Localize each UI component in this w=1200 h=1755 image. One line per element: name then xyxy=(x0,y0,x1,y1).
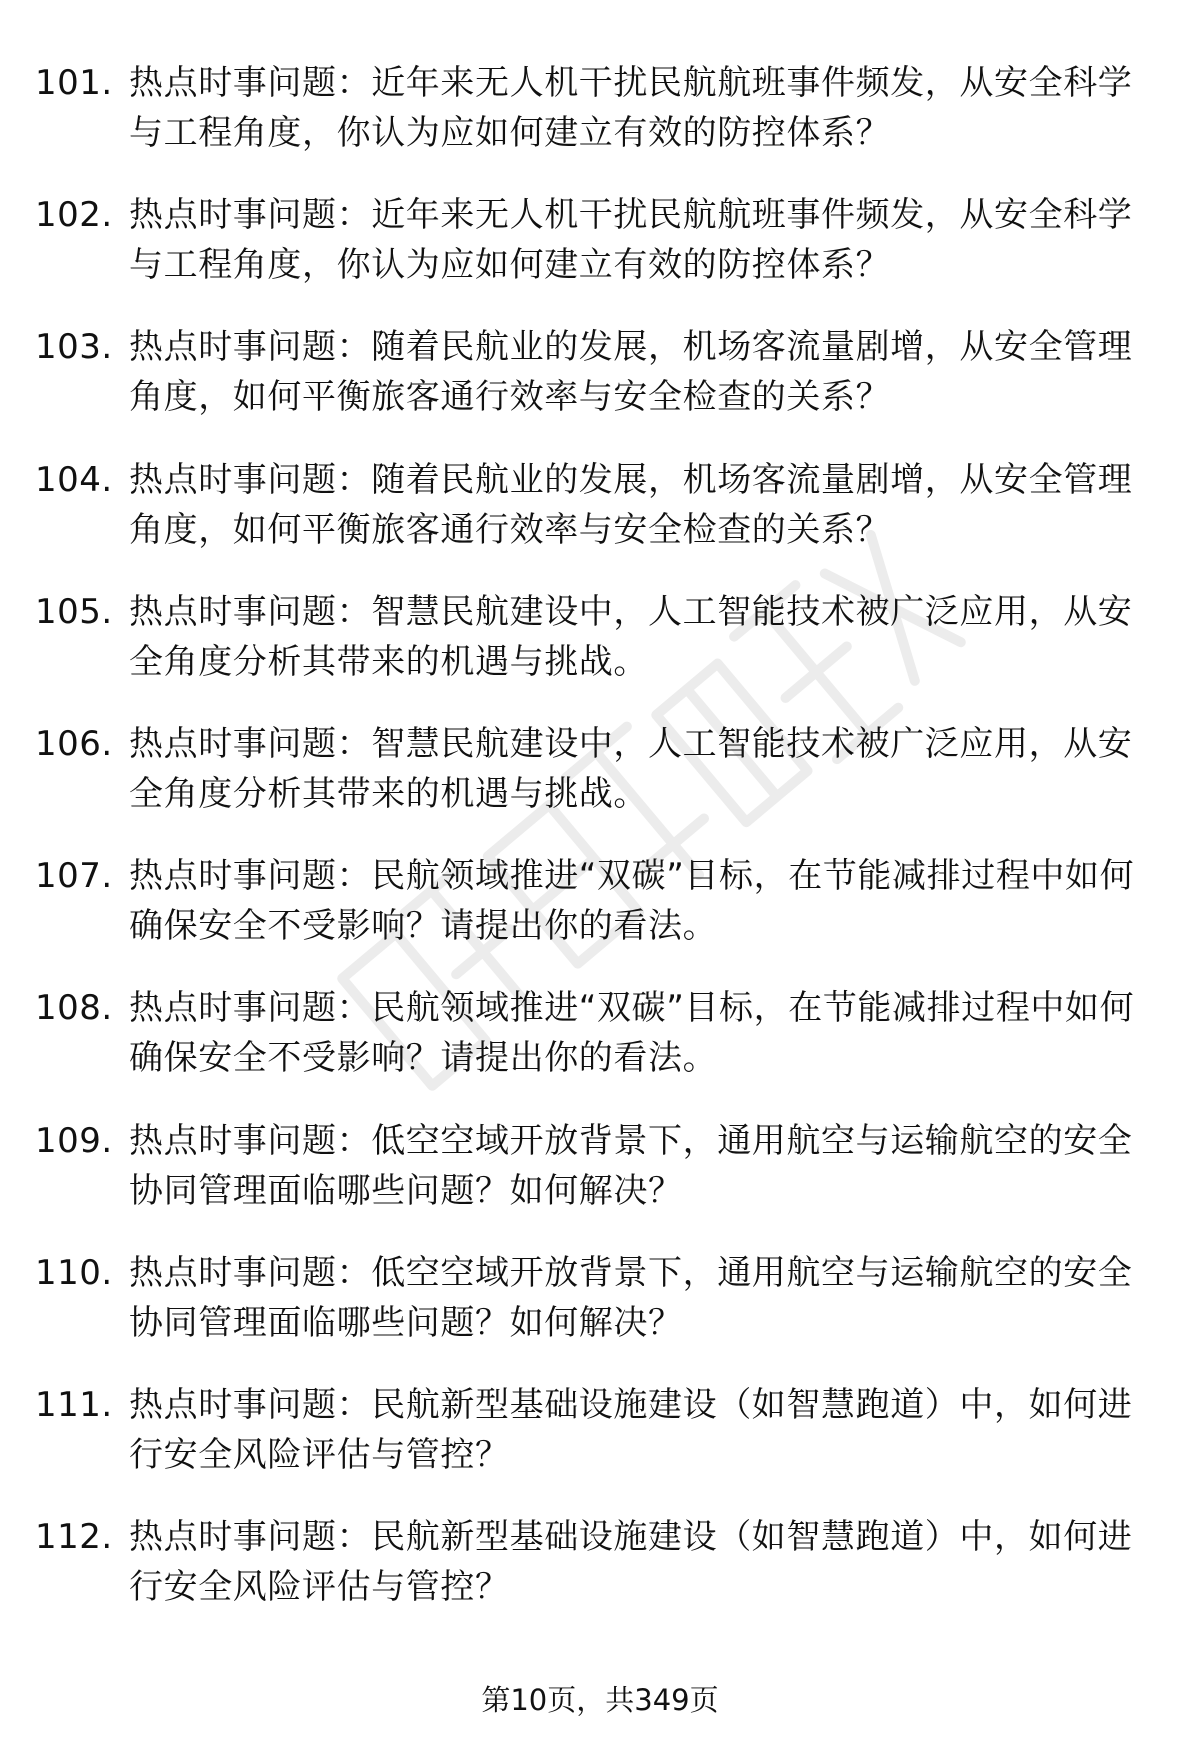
question-item xyxy=(0,455,1200,587)
question-item xyxy=(0,719,1200,851)
question-number: 111. xyxy=(35,1384,113,1425)
question-item xyxy=(0,1380,1200,1512)
question-number: 108. xyxy=(35,988,113,1029)
question-text: 热点时事问题：低空空域开放背景下，通用航空与运输航空的安全协同管理面临哪些问题？如何解决？ xyxy=(129,1252,1133,1343)
question-text: 热点时事问题：近年来无人机干扰民航航班事件频发，从安全科学与工程角度，你认为应如何建立有效的防控体系？ xyxy=(129,195,1133,286)
question-text: 热点时事问题：民航领域推进“双碳”目标，在节能减排过程中如何确保安全不受影响？请提出你的看法。 xyxy=(129,988,1135,1079)
question-text: 热点时事问题：近年来无人机干扰民航航班事件频发，从安全科学与工程角度，你认为应如何建立有效的防控体系？ xyxy=(129,63,1133,153)
question-text: 热点时事问题：随着民航业的发展，机场客流量剧增，从安全管理角度，如何平衡旅客通行效率与安全检查的关系？ xyxy=(129,327,1133,418)
question-item xyxy=(0,983,1200,1115)
question-text: 热点时事问题：低空空域开放背景下，通用航空与运输航空的安全协同管理面临哪些问题？如何解决？ xyxy=(129,1120,1133,1211)
question-item xyxy=(0,1512,1200,1644)
question-text: 热点时事问题：随着民航业的发展，机场客流量剧增，从安全管理角度，如何平衡旅客通行效率与安全检查的关系？ xyxy=(129,459,1133,550)
question-number: 102. xyxy=(35,195,113,236)
page-number-footer: 第10页，共349页 xyxy=(481,1683,719,1717)
question-number: 106. xyxy=(35,723,113,764)
question-item xyxy=(0,587,1200,719)
question-number: 109. xyxy=(35,1120,113,1161)
question-item xyxy=(0,58,1200,190)
question-number: 103. xyxy=(35,327,113,368)
question-text: 热点时事问题：民航新型基础设施建设（如智慧跑道）中，如何进行安全风险评估与管控？ xyxy=(129,1384,1133,1475)
question-number: 105. xyxy=(35,591,113,632)
question-number: 107. xyxy=(35,856,113,897)
question-text: 热点时事问题：民航新型基础设施建设（如智慧跑道）中，如何进行安全风险评估与管控？ xyxy=(129,1517,1133,1608)
question-number: 110. xyxy=(35,1252,113,1293)
question-item xyxy=(0,851,1200,983)
question-text: 热点时事问题：智慧民航建设中，人工智能技术被广泛应用，从安全角度分析其带来的机遇与挑战。 xyxy=(129,723,1133,814)
question-text: 热点时事问题：智慧民航建设中，人工智能技术被广泛应用，从安全角度分析其带来的机遇与挑战。 xyxy=(129,591,1133,682)
question-number: 104. xyxy=(35,459,113,500)
question-item xyxy=(0,190,1200,322)
question-number: 101. xyxy=(35,63,113,103)
question-item xyxy=(0,1248,1200,1380)
question-text: 热点时事问题：民航领域推进“双碳”目标，在节能减排过程中如何确保安全不受影响？请提出你的看法。 xyxy=(129,856,1135,947)
question-list xyxy=(0,58,1200,1644)
question-number: 112. xyxy=(35,1517,113,1558)
question-item xyxy=(0,322,1200,454)
question-item xyxy=(0,1116,1200,1248)
